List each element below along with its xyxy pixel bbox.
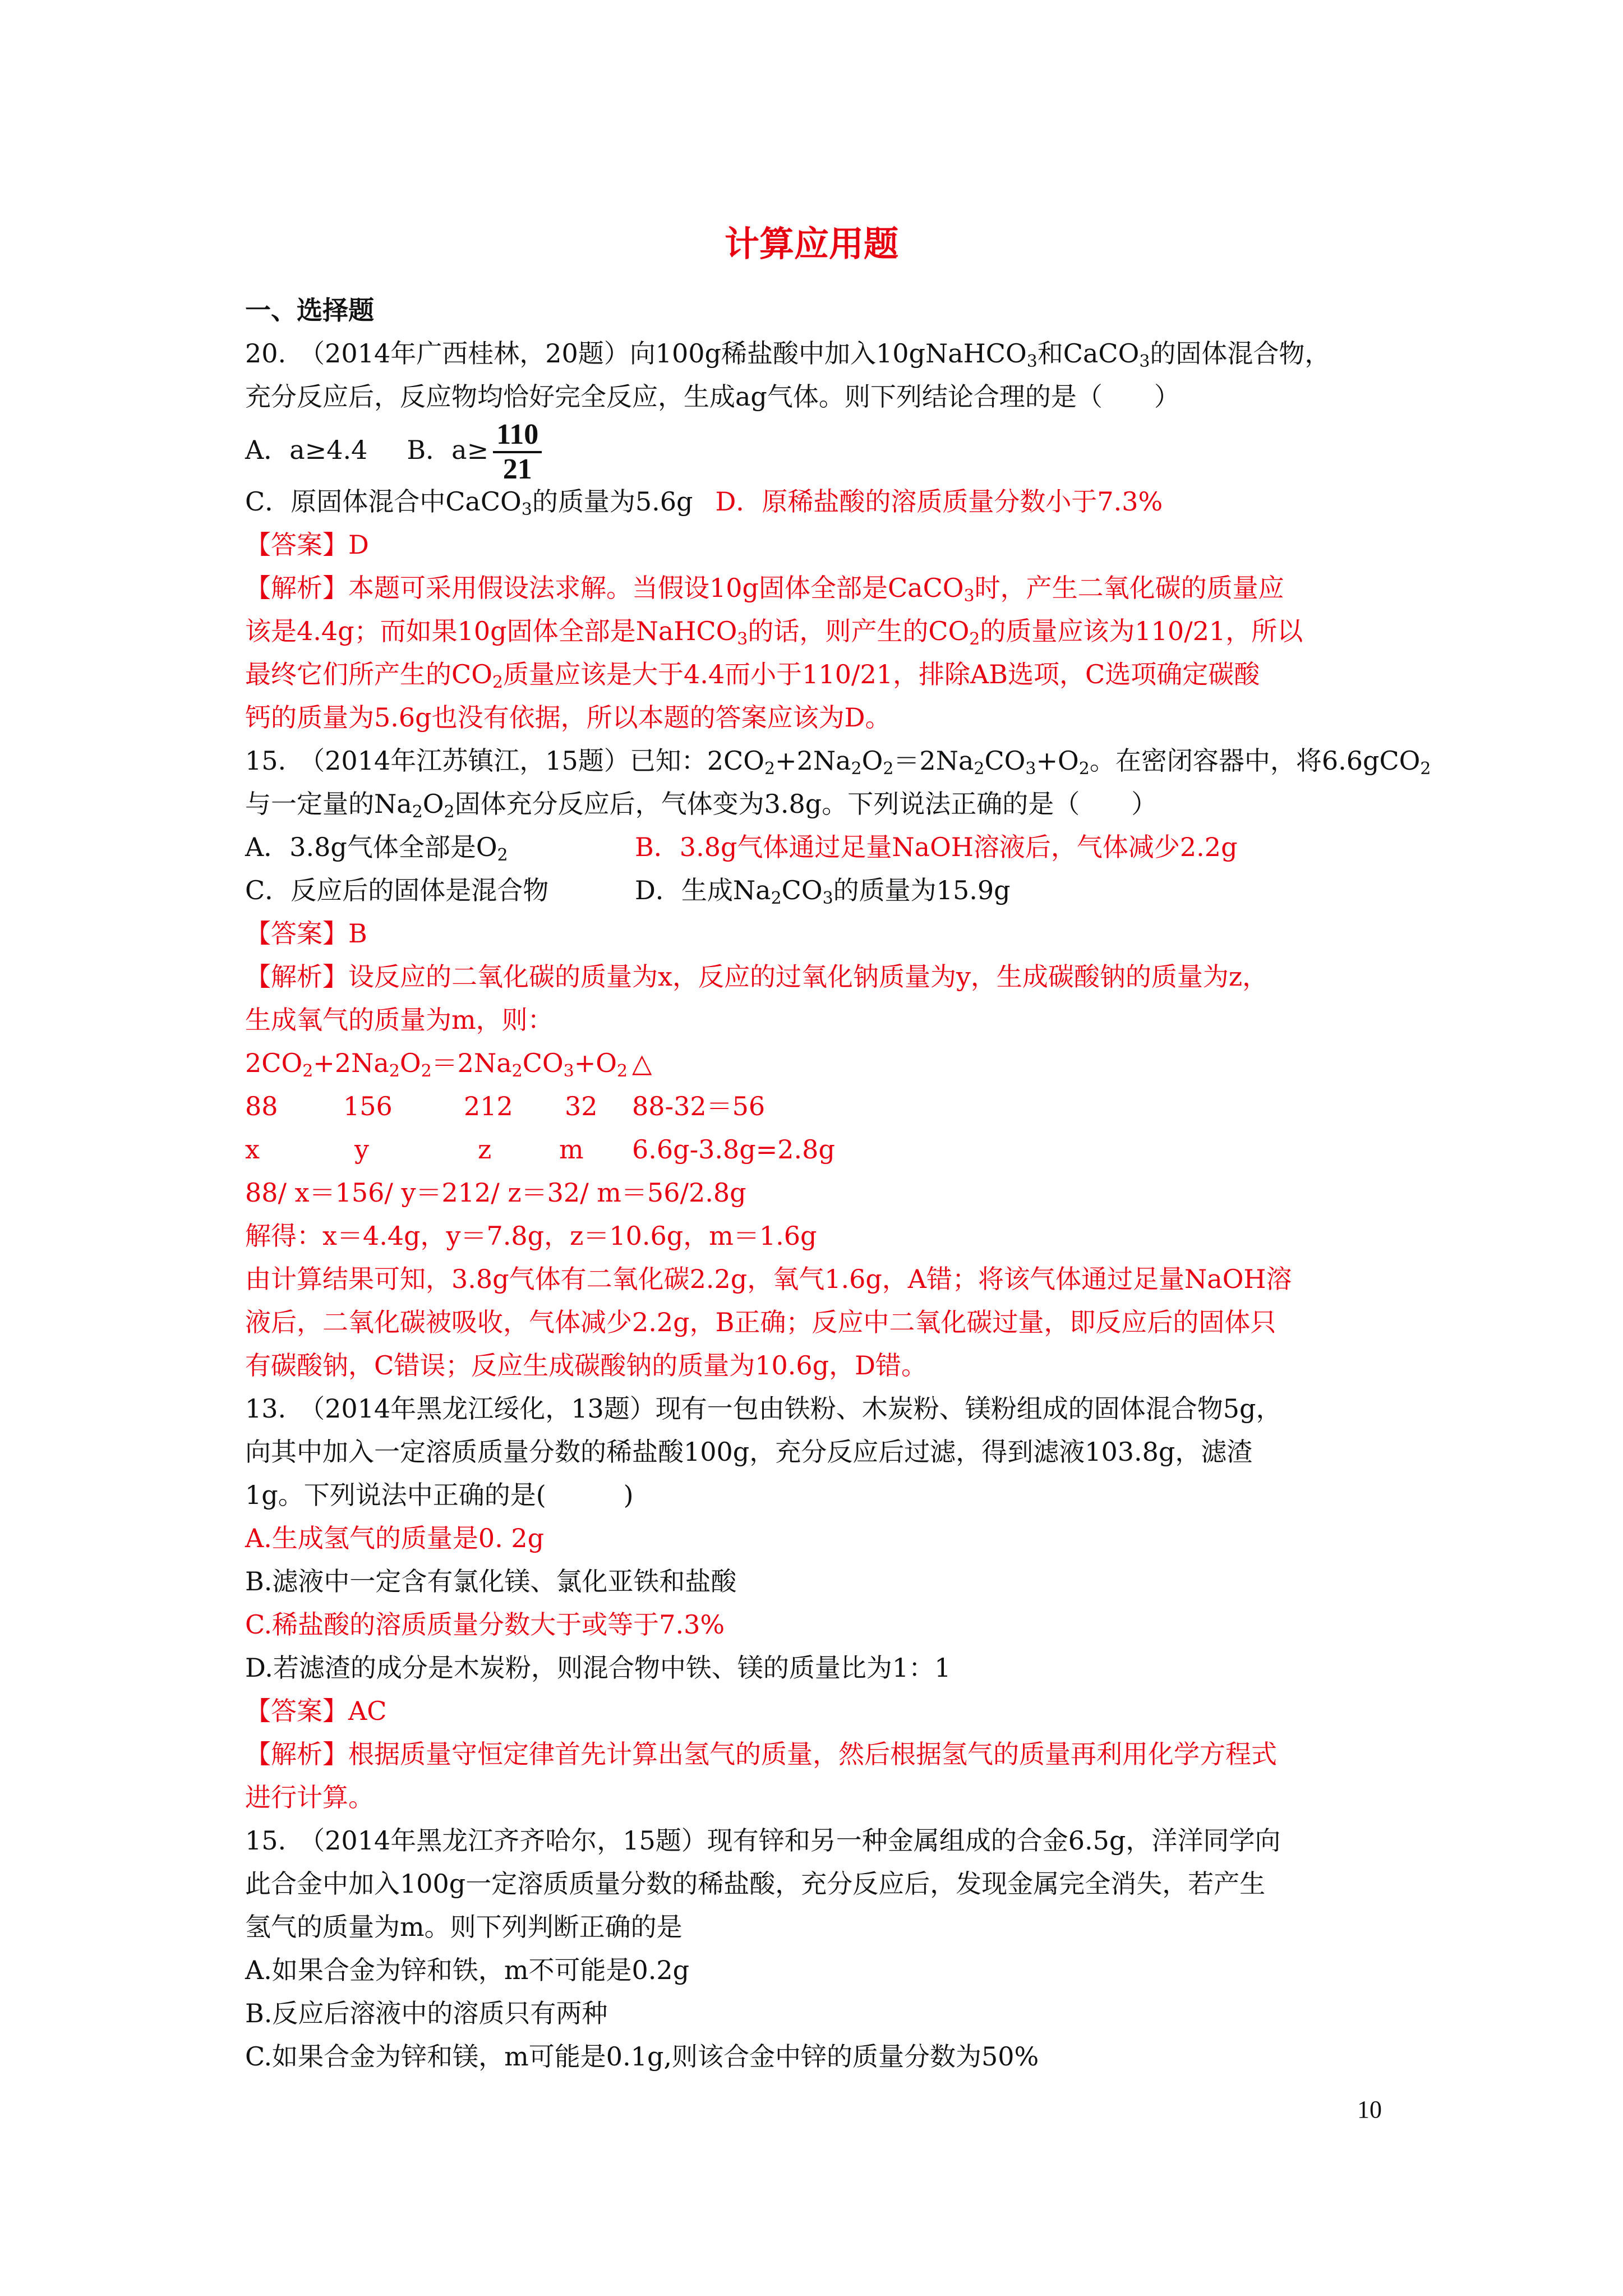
q2-stem-line2: 与一定量的$Na_2O_2$固体充分反应后，气体变为3.8g。下列说法正确的是（ ） — [245, 789, 1158, 822]
q2-conclusion-line2: 液后，二氧化碳被吸收，气体减少2.2g，B正确；反应中二氧化碳过量，即反应后的固体只 — [245, 1307, 1276, 1337]
q3-option-d: D.若滤渣的成分是木炭粉，则混合物中铁、镁的质量比为1：1 — [245, 1653, 951, 1683]
q2-variable-row: x y z m 6.6g-3.8g=2.8g — [245, 1134, 835, 1165]
q3-explanation-line1: 【解析】根据质量守恒定律首先计算出氢气的质量，然后根据氢气的质量再利用化学方程式 — [245, 1739, 1277, 1769]
q3-option-a: A.生成氢气的质量是0. 2g — [245, 1523, 545, 1553]
q1-explanation-line3: 最终它们所产生的$CO_2$质量应该是大于4.4而小于110/21，排除AB选项，C选项确定碳酸 — [245, 659, 1260, 692]
q4-stem-line2: 此合金中加入100g一定溶质质量分数的稀盐酸，充分反应后，发现金属完全消失，若产生 — [245, 1869, 1266, 1899]
q2-stem-line1: 15. （2014年江苏镇江，15题）已知：$2CO_2+2Na_2O_2=2Na_2CO_3+O_2$。在密闭容器中，将6.6gCO$_2$ — [245, 746, 1431, 779]
q3-answer: 【答案】AC — [245, 1696, 387, 1726]
q3-option-b: B.滤液中一定含有氯化镁、氯化亚铁和盐酸 — [245, 1566, 737, 1596]
q2-options-ab — [245, 826, 1395, 869]
q2-explanation-line1: 【解析】设反应的二氧化碳的质量为x，反应的过氧化钠质量为y，生成碳酸钠的质量为z， — [245, 961, 1269, 992]
q2-explanation-line2: 生成氧气的质量为m，则： — [245, 1005, 554, 1035]
q2-conclusion-line1: 由计算结果可知，3.8g气体有二氧化碳2.2g，氧气1.6g，A错；将该气体通过足量NaOH溶 — [245, 1264, 1292, 1294]
q1-stem-line2: 充分反应后，反应物均恰好完全反应，生成ag气体。则下列结论合理的是（ ） — [245, 381, 1180, 412]
q2-mass-row: 88 156 212 32 88-32＝56 — [245, 1091, 766, 1121]
q2-conclusion-line3: 有碳酸钠，C错误；反应生成碳酸钠的质量为10.6g，D错。 — [245, 1350, 927, 1381]
q3-option-c: C.稀盐酸的溶质质量分数大于或等于7.3% — [245, 1609, 725, 1640]
q4-option-c: C.如果合金为锌和镁，m可能是0.1g,则该合金中锌的质量分数为50% — [245, 2041, 1039, 2072]
q1-option-b: B．a≥ — [407, 435, 489, 465]
document-body — [245, 289, 1431, 2078]
q2-answer: 【答案】B — [245, 918, 367, 949]
q3-stem-line2: 向其中加入一定溶质质量分数的稀盐酸100g，充分反应后过滤，得到滤液103.8g，滤渣 — [245, 1437, 1253, 1467]
q1-stem-line1: 20. （2014年广西桂林，20题）向100g稀盐酸中加入10gNaHCO$_3$和CaCO$_3$的固体混合物， — [245, 338, 1331, 371]
q1-option-c: C．原固体混合中CaCO$_3$的质量为5.6g — [245, 486, 693, 519]
q2-options-cd — [245, 869, 1395, 912]
q2-solution: 解得：x＝4.4g，y＝7.8g，z＝10.6g，m＝1.6g — [245, 1221, 817, 1251]
q1-explanation-line1: 【解析】本题可采用假设法求解。当假设10g固体全部是CaCO$_3$时，产生二氧化碳的质量应 — [245, 573, 1284, 606]
q4-option-b: B.反应后溶液中的溶质只有两种 — [245, 1998, 608, 2028]
page-number: 10 — [1357, 2096, 1382, 2123]
q4-stem-line1: 15. （2014年黑龙江齐齐哈尔，15题）现有锌和另一种金属组成的合金6.5g，洋洋同学向 — [245, 1825, 1281, 1856]
q3-stem-line3: 1g。下列说法中正确的是( ) — [245, 1480, 634, 1510]
q1-options-ab — [245, 418, 1395, 485]
q1-explanation-line4: 钙的质量为5.6g也没有依据，所以本题的答案应该为D。 — [245, 702, 891, 733]
q2-option-b: B．3.8g气体通过足量NaOH溶液后，气体减少2.2g — [635, 832, 1238, 862]
q3-stem-line1: 13. （2014年黑龙江绥化，13题）现有一包由铁粉、木炭粉、镁粉组成的固体混合物5g， — [245, 1393, 1282, 1424]
q4-option-a: A.如果合金为锌和铁，m不可能是0.2g — [245, 1955, 690, 1985]
q1-options-cd — [245, 480, 1395, 523]
q2-option-c: C．反应后的固体是混合物 — [245, 875, 549, 905]
page-title: 计算应用题 — [724, 223, 898, 264]
q2-option-a: A．3.8g气体全部是$O_2$ — [245, 832, 508, 865]
q1-option-b-fraction: $\frac{110}{21}$ — [493, 418, 542, 486]
q3-explanation-line2: 进行计算。 — [245, 1782, 374, 1812]
q2-option-d: D．生成$Na_2CO_3$的质量为15.9g — [635, 875, 1011, 908]
q2-equation: $2CO_2+2Na_2O_2=2Na_2CO_3+O_2$ △ — [245, 1048, 652, 1081]
q1-option-d: D．原稀盐酸的溶质质量分数小于7.3% — [715, 486, 1163, 517]
q1-explanation-line2: 该是4.4g；而如果10g固体全部是NaHCO$_3$的话，则产生的$CO_2$的质量应该为110/21，所以 — [245, 616, 1303, 649]
q1-option-a: A．a≥4.4 — [245, 435, 368, 465]
q1-answer: 【答案】D — [245, 530, 369, 560]
q2-ratio: 88/ x＝156/ y＝212/ z＝32/ m＝56/2.8g — [245, 1177, 746, 1208]
delta-symbol: △ — [632, 1048, 652, 1078]
q4-stem-line3: 氢气的质量为m。则下列判断正确的是 — [245, 1912, 683, 1942]
section-heading: 一、选择题 — [245, 295, 374, 325]
